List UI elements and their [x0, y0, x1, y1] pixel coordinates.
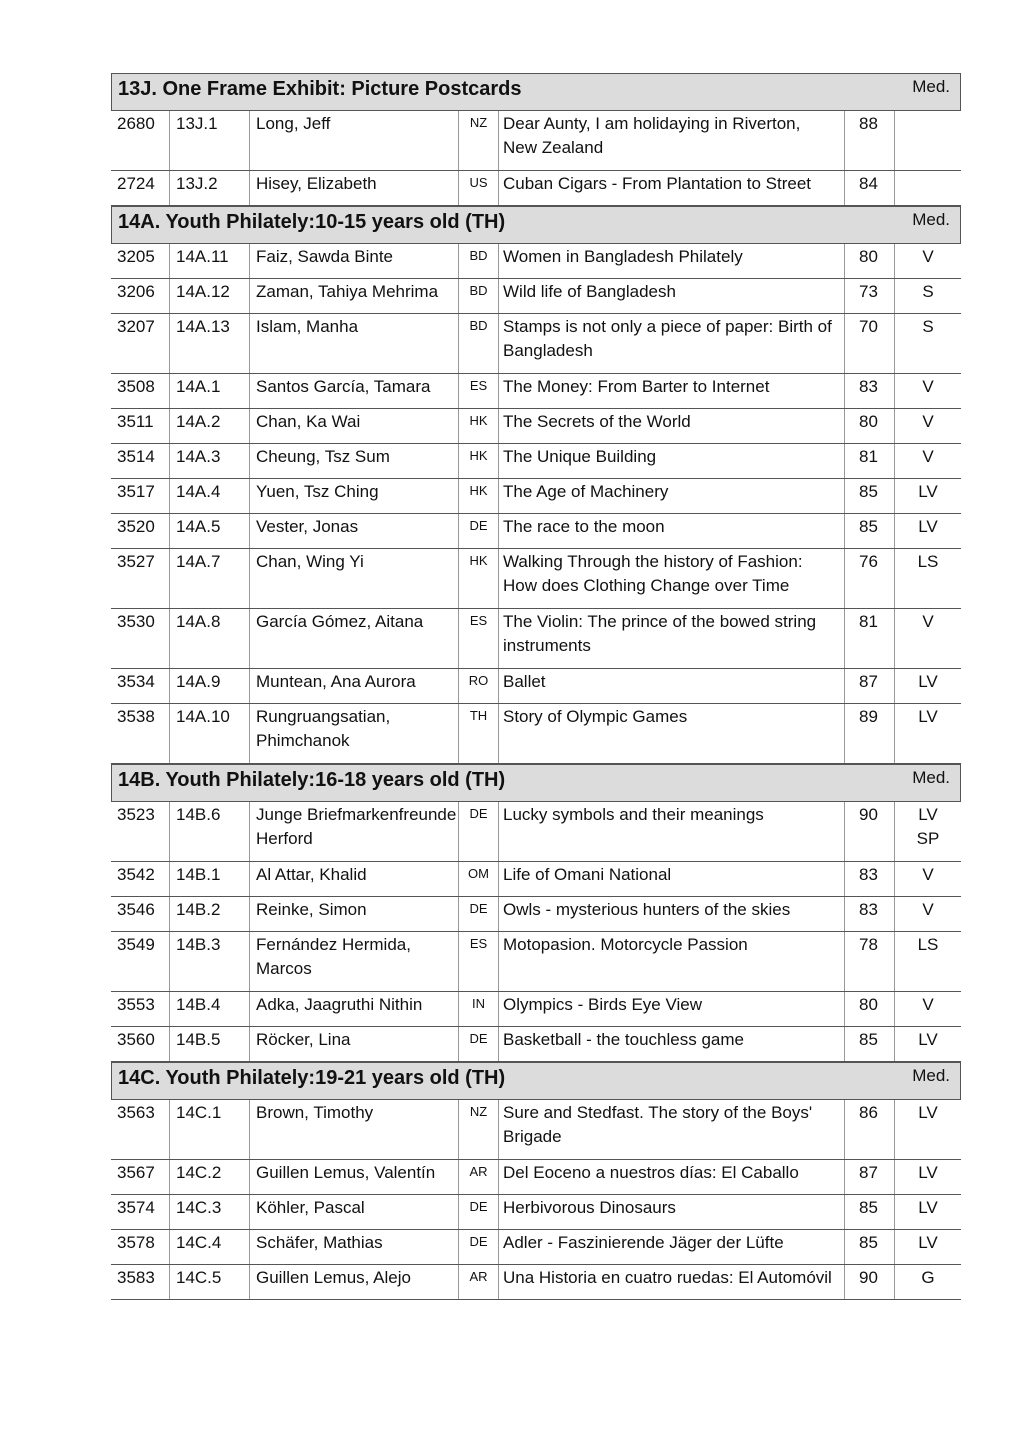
points: 70: [845, 314, 895, 373]
points: 80: [845, 409, 895, 443]
exhibit-number: 2680: [111, 111, 170, 170]
medal: [895, 171, 961, 205]
exhibit-title: Cuban Cigars - From Plantation to Street: [499, 171, 845, 205]
medal: [895, 479, 961, 513]
medal: [895, 992, 961, 1026]
medal-code: S: [922, 317, 934, 336]
class-code: 14B.6: [170, 802, 250, 861]
table-row: [111, 374, 961, 409]
class-code: 14B.3: [170, 932, 250, 991]
exhibit-title: Del Eoceno a nuestros días: El Caballo: [499, 1160, 845, 1194]
exhibitor-name: Reinke, Simon: [250, 897, 459, 931]
class-code: 14A.13: [170, 314, 250, 373]
exhibit-number: 2724: [111, 171, 170, 205]
medal: [895, 314, 961, 373]
exhibit-title: The Age of Machinery: [499, 479, 845, 513]
medal-code: V: [922, 612, 934, 631]
medal-code: LV: [918, 672, 938, 691]
medal-code: LV: [918, 1163, 938, 1182]
country-code: HK: [459, 479, 499, 513]
medal-column-header: Med.: [912, 210, 950, 229]
medal: [895, 932, 961, 991]
medal-code: LV: [918, 805, 938, 824]
country-code: US: [459, 171, 499, 205]
points: 88: [845, 111, 895, 170]
country-code: ES: [459, 932, 499, 991]
medal: [895, 549, 961, 608]
exhibit-title: Walking Through the history of Fashion: How does Clothing Change over Time: [499, 549, 845, 608]
country-code: DE: [459, 514, 499, 548]
medal: [895, 111, 961, 170]
table-row: [111, 444, 961, 479]
class-code: 14A.7: [170, 549, 250, 608]
table-row: [111, 409, 961, 444]
exhibit-title: Owls - mysterious hunters of the skies: [499, 897, 845, 931]
medal-code: LS: [917, 552, 939, 571]
class-code: 13J.1: [170, 111, 250, 170]
medal: [895, 1027, 961, 1061]
section-title: 14B. Youth Philately:16-18 years old (TH): [118, 769, 506, 791]
medal: [895, 244, 961, 278]
country-code: TH: [459, 704, 499, 763]
country-code: DE: [459, 1027, 499, 1061]
medal-code: V: [922, 865, 934, 884]
medal: [895, 862, 961, 896]
exhibit-number: 3523: [111, 802, 170, 861]
points: 78: [845, 932, 895, 991]
exhibitor-name: Guillen Lemus, Valentín: [250, 1160, 459, 1194]
country-code: NZ: [459, 111, 499, 170]
points: 80: [845, 244, 895, 278]
country-code: DE: [459, 897, 499, 931]
exhibitor-name: Cheung, Tsz Sum: [250, 444, 459, 478]
section-header: [111, 764, 961, 802]
class-code: 14A.1: [170, 374, 250, 408]
exhibit-title: The Secrets of the World: [499, 409, 845, 443]
table-row: [111, 1265, 961, 1300]
table-row: [111, 609, 961, 669]
exhibitor-name: Islam, Manha: [250, 314, 459, 373]
medal-code: S: [922, 282, 934, 301]
points: 83: [845, 374, 895, 408]
points: 89: [845, 704, 895, 763]
exhibitor-name: Brown, Timothy: [250, 1100, 459, 1159]
exhibit-number: 3567: [111, 1160, 170, 1194]
country-code: ES: [459, 374, 499, 408]
medal: [895, 704, 961, 763]
table-row: [111, 1160, 961, 1195]
exhibit-title: Adler - Faszinierende Jäger der Lüfte: [499, 1230, 845, 1264]
points: 85: [845, 514, 895, 548]
country-code: HK: [459, 444, 499, 478]
table-row: [111, 1027, 961, 1062]
exhibit-number: 3207: [111, 314, 170, 373]
medal-code: LV: [918, 517, 938, 536]
points: 85: [845, 1027, 895, 1061]
section-header: [111, 73, 961, 111]
table-row: [111, 479, 961, 514]
medal-code: LS: [917, 935, 939, 954]
exhibit-number: 3520: [111, 514, 170, 548]
points: 87: [845, 1160, 895, 1194]
exhibitor-name: Long, Jeff: [250, 111, 459, 170]
medal-code: LV: [918, 1198, 938, 1217]
exhibit-number: 3583: [111, 1265, 170, 1299]
exhibit-title: Una Historia en cuatro ruedas: El Automóvil: [499, 1265, 845, 1299]
medal-code: G: [921, 1268, 935, 1287]
section-title: 14C. Youth Philately:19-21 years old (TH): [118, 1067, 506, 1089]
exhibit-title: Sure and Stedfast. The story of the Boys' Brigade: [499, 1100, 845, 1159]
class-code: 14A.3: [170, 444, 250, 478]
country-code: DE: [459, 802, 499, 861]
exhibit-number: 3206: [111, 279, 170, 313]
exhibit-number: 3530: [111, 609, 170, 668]
country-code: BD: [459, 314, 499, 373]
table-row: [111, 1195, 961, 1230]
country-code: BD: [459, 244, 499, 278]
class-code: 14A.2: [170, 409, 250, 443]
country-code: IN: [459, 992, 499, 1026]
table-row: [111, 704, 961, 764]
medal: [895, 514, 961, 548]
country-code: DE: [459, 1195, 499, 1229]
medal-code: LV: [918, 1233, 938, 1252]
medal-column-header: Med.: [912, 768, 950, 787]
section-header: [111, 1062, 961, 1100]
medal: [895, 1265, 961, 1299]
exhibitor-name: Rungruangsatian, Phimchanok: [250, 704, 459, 763]
exhibit-title: Women in Bangladesh Philately: [499, 244, 845, 278]
exhibit-number: 3563: [111, 1100, 170, 1159]
class-code: 14A.4: [170, 479, 250, 513]
exhibit-title: Olympics - Birds Eye View: [499, 992, 845, 1026]
class-code: 14C.1: [170, 1100, 250, 1159]
country-code: AR: [459, 1160, 499, 1194]
exhibit-title: Motopasion. Motorcycle Passion: [499, 932, 845, 991]
country-code: RO: [459, 669, 499, 703]
exhibit-title: Basketball - the touchless game: [499, 1027, 845, 1061]
exhibit-number: 3514: [111, 444, 170, 478]
exhibit-number: 3538: [111, 704, 170, 763]
exhibitor-name: Muntean, Ana Aurora: [250, 669, 459, 703]
class-code: 14C.5: [170, 1265, 250, 1299]
table-row: [111, 862, 961, 897]
results-table: [111, 73, 961, 1300]
medal-code: V: [922, 412, 934, 431]
table-row: [111, 549, 961, 609]
points: 80: [845, 992, 895, 1026]
class-code: 14C.4: [170, 1230, 250, 1264]
exhibitor-name: Röcker, Lina: [250, 1027, 459, 1061]
medal: [895, 1195, 961, 1229]
medal: [895, 897, 961, 931]
class-code: 14A.9: [170, 669, 250, 703]
table-row: [111, 932, 961, 992]
exhibit-title: Herbivorous Dinosaurs: [499, 1195, 845, 1229]
exhibit-title: Lucky symbols and their meanings: [499, 802, 845, 861]
exhibit-number: 3511: [111, 409, 170, 443]
exhibit-number: 3527: [111, 549, 170, 608]
exhibitor-name: Junge Briefmarkenfreunde Herford: [250, 802, 459, 861]
exhibitor-name: Adka, Jaagruthi Nithin: [250, 992, 459, 1026]
exhibitor-name: Zaman, Tahiya Mehrima: [250, 279, 459, 313]
table-row: [111, 669, 961, 704]
table-row: [111, 314, 961, 374]
exhibitor-name: Vester, Jonas: [250, 514, 459, 548]
country-code: HK: [459, 549, 499, 608]
table-row: [111, 514, 961, 549]
class-code: 14C.3: [170, 1195, 250, 1229]
medal-code: LV: [918, 707, 938, 726]
medal-column-header: Med.: [912, 77, 950, 96]
exhibitor-name: Hisey, Elizabeth: [250, 171, 459, 205]
medal: [895, 1230, 961, 1264]
country-code: NZ: [459, 1100, 499, 1159]
exhibit-number: 3542: [111, 862, 170, 896]
medal-code: V: [922, 447, 934, 466]
points: 85: [845, 479, 895, 513]
exhibit-title: Wild life of Bangladesh: [499, 279, 845, 313]
exhibit-title: The Money: From Barter to Internet: [499, 374, 845, 408]
exhibitor-name: Guillen Lemus, Alejo: [250, 1265, 459, 1299]
class-code: 14A.11: [170, 244, 250, 278]
exhibit-title: The Violin: The prince of the bowed string instruments: [499, 609, 845, 668]
exhibitor-name: Chan, Ka Wai: [250, 409, 459, 443]
section-title: 14A. Youth Philately:10-15 years old (TH): [118, 211, 506, 233]
table-row: [111, 1230, 961, 1265]
medal: [895, 374, 961, 408]
table-row: [111, 111, 961, 171]
exhibit-number: 3553: [111, 992, 170, 1026]
medal: [895, 409, 961, 443]
medal-code: SP: [916, 829, 940, 848]
table-row: [111, 897, 961, 932]
points: 83: [845, 897, 895, 931]
exhibit-number: 3574: [111, 1195, 170, 1229]
class-code: 14A.12: [170, 279, 250, 313]
points: 87: [845, 669, 895, 703]
table-row: [111, 992, 961, 1027]
country-code: DE: [459, 1230, 499, 1264]
exhibit-number: 3549: [111, 932, 170, 991]
exhibitor-name: Köhler, Pascal: [250, 1195, 459, 1229]
exhibit-title: Story of Olympic Games: [499, 704, 845, 763]
exhibit-number: 3534: [111, 669, 170, 703]
points: 86: [845, 1100, 895, 1159]
class-code: 14A.5: [170, 514, 250, 548]
table-row: [111, 1100, 961, 1160]
class-code: 13J.2: [170, 171, 250, 205]
class-code: 14B.5: [170, 1027, 250, 1061]
points: 83: [845, 862, 895, 896]
country-code: HK: [459, 409, 499, 443]
exhibit-number: 3205: [111, 244, 170, 278]
class-code: 14B.4: [170, 992, 250, 1026]
table-row: [111, 802, 961, 862]
points: 84: [845, 171, 895, 205]
exhibit-number: 3578: [111, 1230, 170, 1264]
medal-code: LV: [918, 482, 938, 501]
table-row: [111, 279, 961, 314]
medal: [895, 609, 961, 668]
points: 90: [845, 1265, 895, 1299]
table-row: [111, 244, 961, 279]
medal: [895, 279, 961, 313]
exhibit-number: 3546: [111, 897, 170, 931]
exhibit-number: 3560: [111, 1027, 170, 1061]
exhibitor-name: Schäfer, Mathias: [250, 1230, 459, 1264]
medal-code: V: [922, 995, 934, 1014]
class-code: 14C.2: [170, 1160, 250, 1194]
medal: [895, 444, 961, 478]
medal: [895, 669, 961, 703]
class-code: 14A.8: [170, 609, 250, 668]
exhibit-number: 3517: [111, 479, 170, 513]
medal-code: LV: [918, 1030, 938, 1049]
class-code: 14B.2: [170, 897, 250, 931]
exhibitor-name: Chan, Wing Yi: [250, 549, 459, 608]
medal: [895, 1100, 961, 1159]
medal-code: LV: [918, 1103, 938, 1122]
exhibit-title: Ballet: [499, 669, 845, 703]
exhibit-title: The Unique Building: [499, 444, 845, 478]
class-code: 14A.10: [170, 704, 250, 763]
medal-code: V: [922, 377, 934, 396]
points: 85: [845, 1195, 895, 1229]
medal-code: V: [922, 900, 934, 919]
country-code: ES: [459, 609, 499, 668]
medal: [895, 1160, 961, 1194]
points: 85: [845, 1230, 895, 1264]
medal-code: V: [922, 247, 934, 266]
exhibitor-name: Santos García, Tamara: [250, 374, 459, 408]
exhibit-title: The race to the moon: [499, 514, 845, 548]
section-title: 13J. One Frame Exhibit: Picture Postcards: [118, 78, 522, 100]
medal: [895, 802, 961, 861]
exhibit-number: 3508: [111, 374, 170, 408]
country-code: AR: [459, 1265, 499, 1299]
table-row: [111, 171, 961, 206]
exhibit-title: Life of Omani National: [499, 862, 845, 896]
exhibitor-name: Yuen, Tsz Ching: [250, 479, 459, 513]
section-header: [111, 206, 961, 244]
exhibitor-name: García Gómez, Aitana: [250, 609, 459, 668]
points: 90: [845, 802, 895, 861]
exhibit-title: Dear Aunty, I am holidaying in Riverton, New Zealand: [499, 111, 845, 170]
points: 81: [845, 444, 895, 478]
country-code: BD: [459, 279, 499, 313]
exhibitor-name: Fernández Hermida, Marcos: [250, 932, 459, 991]
country-code: OM: [459, 862, 499, 896]
exhibitor-name: Faiz, Sawda Binte: [250, 244, 459, 278]
points: 73: [845, 279, 895, 313]
exhibitor-name: Al Attar, Khalid: [250, 862, 459, 896]
class-code: 14B.1: [170, 862, 250, 896]
medal-column-header: Med.: [912, 1066, 950, 1085]
points: 76: [845, 549, 895, 608]
exhibit-title: Stamps is not only a piece of paper: Birth of Bangladesh: [499, 314, 845, 373]
points: 81: [845, 609, 895, 668]
